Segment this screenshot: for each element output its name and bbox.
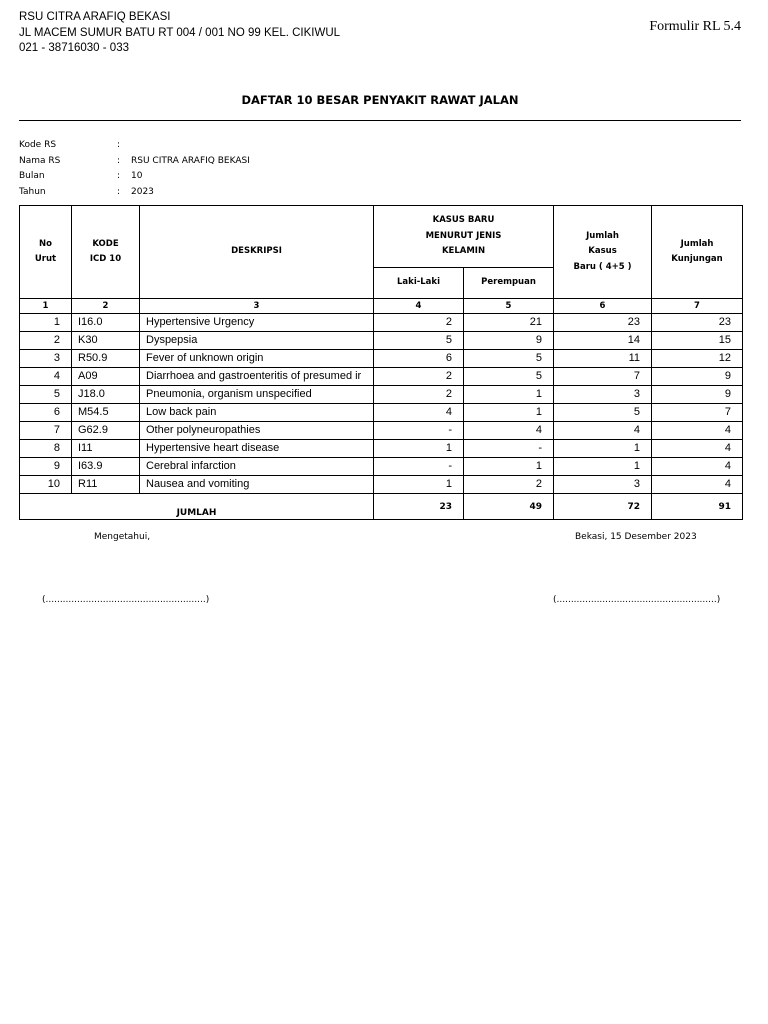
acknowledged-label: Mengetahui, [94, 532, 151, 542]
cell-deskripsi: Diarrhoea and gastroenteritis of presumed ir [140, 368, 374, 386]
cell-kunjungan: 4 [652, 476, 743, 494]
cell-kode: I11 [72, 440, 140, 458]
column-number: 2 [72, 299, 140, 314]
header-kode-line1: KODE [92, 238, 119, 249]
header-kunjungan-line2: Kunjungan [671, 254, 723, 264]
table-row [20, 350, 743, 368]
hospital-name: RSU CITRA ARAFIQ BEKASI [19, 11, 171, 23]
cell-perempuan: 5 [464, 350, 554, 368]
place-date-label: Bekasi, 15 Desember 2023 [575, 532, 697, 542]
header-no-line1: No [39, 238, 52, 249]
cell-no: 3 [20, 350, 72, 368]
cell-no: 4 [20, 368, 72, 386]
column-number: 1 [20, 299, 72, 314]
meta-separator: : [117, 140, 121, 150]
table-row [20, 314, 743, 332]
cell-laki: - [374, 458, 464, 476]
cell-kunjungan: 15 [652, 332, 743, 350]
cell-kode: I16.0 [72, 314, 140, 332]
hospital-address: JL MACEM SUMUR BATU RT 004 / 001 NO 99 KEL. CIKIWUL [19, 26, 341, 39]
cell-kode: I63.9 [72, 458, 140, 476]
cell-deskripsi: Fever of unknown origin [140, 350, 374, 368]
cell-deskripsi: Dyspepsia [140, 332, 374, 350]
cell-laki: 2 [374, 368, 464, 386]
cell-kode: K30 [72, 332, 140, 350]
column-number: 4 [374, 299, 464, 314]
total-perempuan: 49 [464, 494, 554, 520]
hospital-phone: 021 - 38716030 - 033 [19, 42, 129, 54]
cell-deskripsi: Low back pain [140, 404, 374, 422]
cell-kode: R11 [72, 476, 140, 494]
header-jumlah-kasus-line1: Jumlah [586, 230, 619, 241]
column-number: 3 [140, 299, 374, 314]
right-signature-line: (........................................................) [553, 595, 721, 605]
header-kasus-baru [374, 206, 554, 268]
header-no-urut [20, 206, 72, 299]
header-kasus-line1: KASUS BARU [432, 215, 495, 226]
cell-perempuan: 9 [464, 332, 554, 350]
cell-no: 8 [20, 440, 72, 458]
cell-perempuan: 4 [464, 422, 554, 440]
cell-jumlah-kasus: 4 [554, 422, 652, 440]
hospital-header [19, 10, 340, 57]
column-number: 7 [652, 299, 743, 314]
cell-jumlah-kasus: 5 [554, 404, 652, 422]
table-header-row [20, 206, 743, 268]
meta-row-bulan [19, 169, 319, 185]
column-number-row [20, 299, 743, 314]
total-kunjungan: 91 [652, 494, 743, 520]
header-deskripsi: DESKRIPSI [140, 206, 374, 299]
cell-jumlah-kasus: 11 [554, 350, 652, 368]
meta-value: 10 [131, 171, 143, 181]
table-row [20, 404, 743, 422]
meta-separator: : [117, 186, 121, 197]
table-row [20, 440, 743, 458]
cell-no: 5 [20, 386, 72, 404]
meta-row-nama-rs [19, 154, 319, 170]
header-jumlah-kasus-line3: Baru ( 4+5 ) [573, 261, 632, 272]
cell-jumlah-kasus: 7 [554, 368, 652, 386]
cell-laki: - [374, 422, 464, 440]
cell-perempuan: 2 [464, 476, 554, 494]
header-no-line2: Urut [34, 254, 57, 264]
cell-laki: 6 [374, 350, 464, 368]
meta-label: Nama RS [19, 155, 61, 166]
header-kode-icd [72, 206, 140, 299]
header-kode-line2: ICD 10 [89, 254, 122, 264]
header-laki-laki: Laki-Laki [374, 268, 464, 299]
cell-perempuan: 5 [464, 368, 554, 386]
cell-kunjungan: 4 [652, 440, 743, 458]
column-number: 5 [464, 299, 554, 314]
cell-deskripsi: Nausea and vomiting [140, 476, 374, 494]
meta-separator: : [117, 155, 121, 166]
cell-laki: 4 [374, 404, 464, 422]
cell-kode: R50.9 [72, 350, 140, 368]
meta-label: Kode RS [19, 140, 57, 150]
meta-label: Bulan [19, 171, 45, 181]
cell-no: 10 [20, 476, 72, 494]
cell-no: 7 [20, 422, 72, 440]
cell-jumlah-kasus: 23 [554, 314, 652, 332]
cell-perempuan: 1 [464, 404, 554, 422]
cell-kode: J18.0 [72, 386, 140, 404]
cell-deskripsi: Hypertensive Urgency [140, 314, 374, 332]
cell-jumlah-kasus: 1 [554, 440, 652, 458]
meta-value: RSU CITRA ARAFIQ BEKASI [131, 155, 250, 166]
meta-separator: : [117, 171, 121, 181]
cell-jumlah-kasus: 1 [554, 458, 652, 476]
cell-laki: 5 [374, 332, 464, 350]
cell-kode: M54.5 [72, 404, 140, 422]
cell-perempuan: 21 [464, 314, 554, 332]
meta-value: 2023 [131, 186, 154, 197]
cell-deskripsi: Other polyneuropathies [140, 422, 374, 440]
cell-perempuan: 1 [464, 458, 554, 476]
table-row [20, 422, 743, 440]
cell-laki: 1 [374, 476, 464, 494]
cell-laki: 2 [374, 386, 464, 404]
cell-kunjungan: 12 [652, 350, 743, 368]
cell-kunjungan: 9 [652, 368, 743, 386]
cell-jumlah-kasus: 3 [554, 476, 652, 494]
cell-perempuan: - [464, 440, 554, 458]
total-jumlah-kasus: 72 [554, 494, 652, 520]
header-jumlah-kasus-line2: Kasus [588, 246, 617, 257]
header-jumlah-kasus [554, 206, 652, 299]
column-number: 6 [554, 299, 652, 314]
table-row [20, 386, 743, 404]
cell-deskripsi: Cerebral infarction [140, 458, 374, 476]
meta-row-kode-rs [19, 138, 319, 154]
table-row [20, 368, 743, 386]
cell-kunjungan: 7 [652, 404, 743, 422]
meta-info [19, 138, 319, 200]
cell-kunjungan: 23 [652, 314, 743, 332]
cell-no: 1 [20, 314, 72, 332]
cell-deskripsi: Hypertensive heart disease [140, 440, 374, 458]
title-divider [19, 120, 741, 121]
header-kasus-line2: MENURUT JENIS [425, 230, 502, 241]
table-row [20, 458, 743, 476]
cell-kunjungan: 4 [652, 422, 743, 440]
document-title: DAFTAR 10 BESAR PENYAKIT RAWAT JALAN [241, 93, 519, 107]
cell-jumlah-kasus: 14 [554, 332, 652, 350]
cell-kode: A09 [72, 368, 140, 386]
cell-deskripsi: Pneumonia, organism unspecified [140, 386, 374, 404]
meta-label: Tahun [19, 186, 46, 197]
header-kunjungan-line1: Jumlah [680, 238, 714, 249]
cell-kunjungan: 9 [652, 386, 743, 404]
meta-row-tahun [19, 185, 319, 201]
cell-kode: G62.9 [72, 422, 140, 440]
cell-laki: 1 [374, 440, 464, 458]
cell-no: 6 [20, 404, 72, 422]
cell-no: 2 [20, 332, 72, 350]
form-code: Formulir RL 5.4 [649, 19, 741, 34]
header-kasus-line3: KELAMIN [441, 246, 486, 257]
cell-jumlah-kasus: 3 [554, 386, 652, 404]
left-signature-line: (........................................................) [42, 595, 210, 605]
disease-table [19, 205, 743, 520]
cell-kunjungan: 4 [652, 458, 743, 476]
header-jumlah-kunjungan [652, 206, 743, 299]
cell-no: 9 [20, 458, 72, 476]
cell-laki: 2 [374, 314, 464, 332]
total-label: JUMLAH [20, 494, 374, 520]
total-laki: 23 [374, 494, 464, 520]
table-row [20, 332, 743, 350]
table-row [20, 476, 743, 494]
cell-perempuan: 1 [464, 386, 554, 404]
header-perempuan: Perempuan [464, 268, 554, 299]
total-row [20, 494, 743, 520]
